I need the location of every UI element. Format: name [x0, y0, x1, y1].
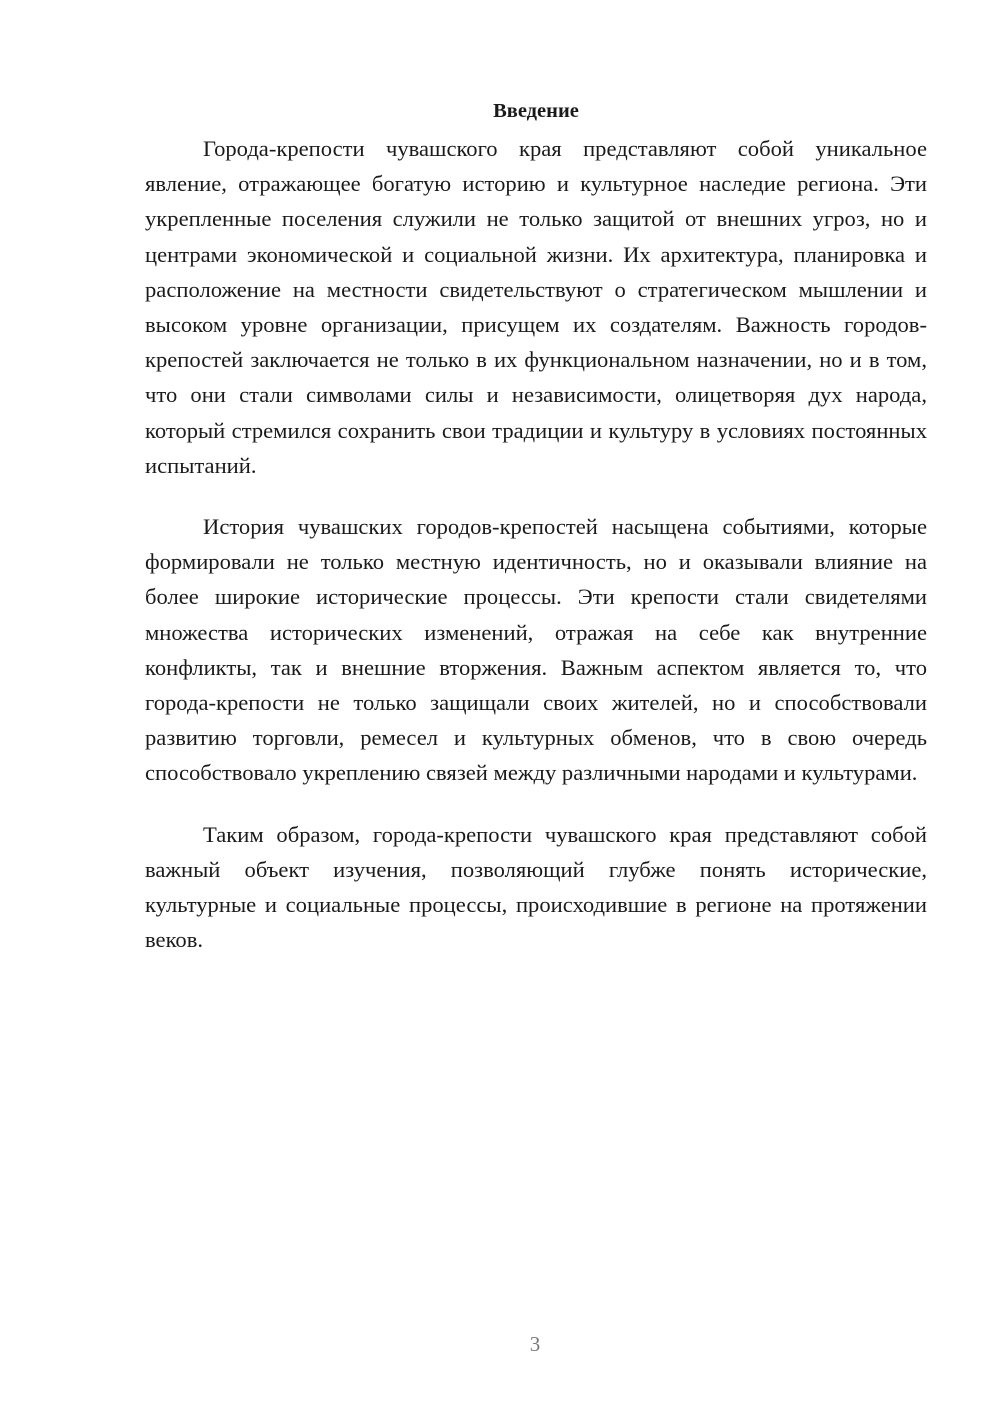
- page-content: [145, 97, 927, 983]
- paragraph-3: Таким образом, города-крепости чувашского края представляют собой важный объект изучения, позволяющий глубже понять исторические, культурные и социальные процессы, происходившие в регионе на протяжении веков.: [145, 821, 927, 953]
- section-title: Введение: [493, 100, 579, 122]
- paragraph-1: Города-крепости чувашского края представляют собой уникальное явление, отражающее богатую историю и культурное наследие региона. Эти укрепленные поселения служили не только защитой от внешних угроз, но и центрами экономической и социальной жизни. Их архитектура, планировка и расположение на местности свидетельствуют о стратегическом мышлении и высоком уровне организации, присущем их создателям. Важность городов-крепостей заключается не только в их функциональном назначении, но и в том, что они стали символами силы и независимости, олицетворяя дух народа, который стремился сохранить свои традиции и культуру в условиях постоянных испытаний.: [145, 136, 927, 478]
- paragraph-2: История чувашских городов-крепостей насыщена событиями, которые формировали не только местную идентичность, но и оказывали влияние на более широкие исторические процессы. Эти крепости стали свидетелями множества исторических изменений, отражая на себе как внутренние конфликты, так и внешние вторжения. Важным аспектом является то, что города-крепости не только защищали своих жителей, но и способствовали развитию торговли, ремесел и культурных обменов, что в свою очередь способствовало укреплению связей между различными народами и культурами.: [145, 514, 927, 786]
- page-number: 3: [529, 1332, 541, 1356]
